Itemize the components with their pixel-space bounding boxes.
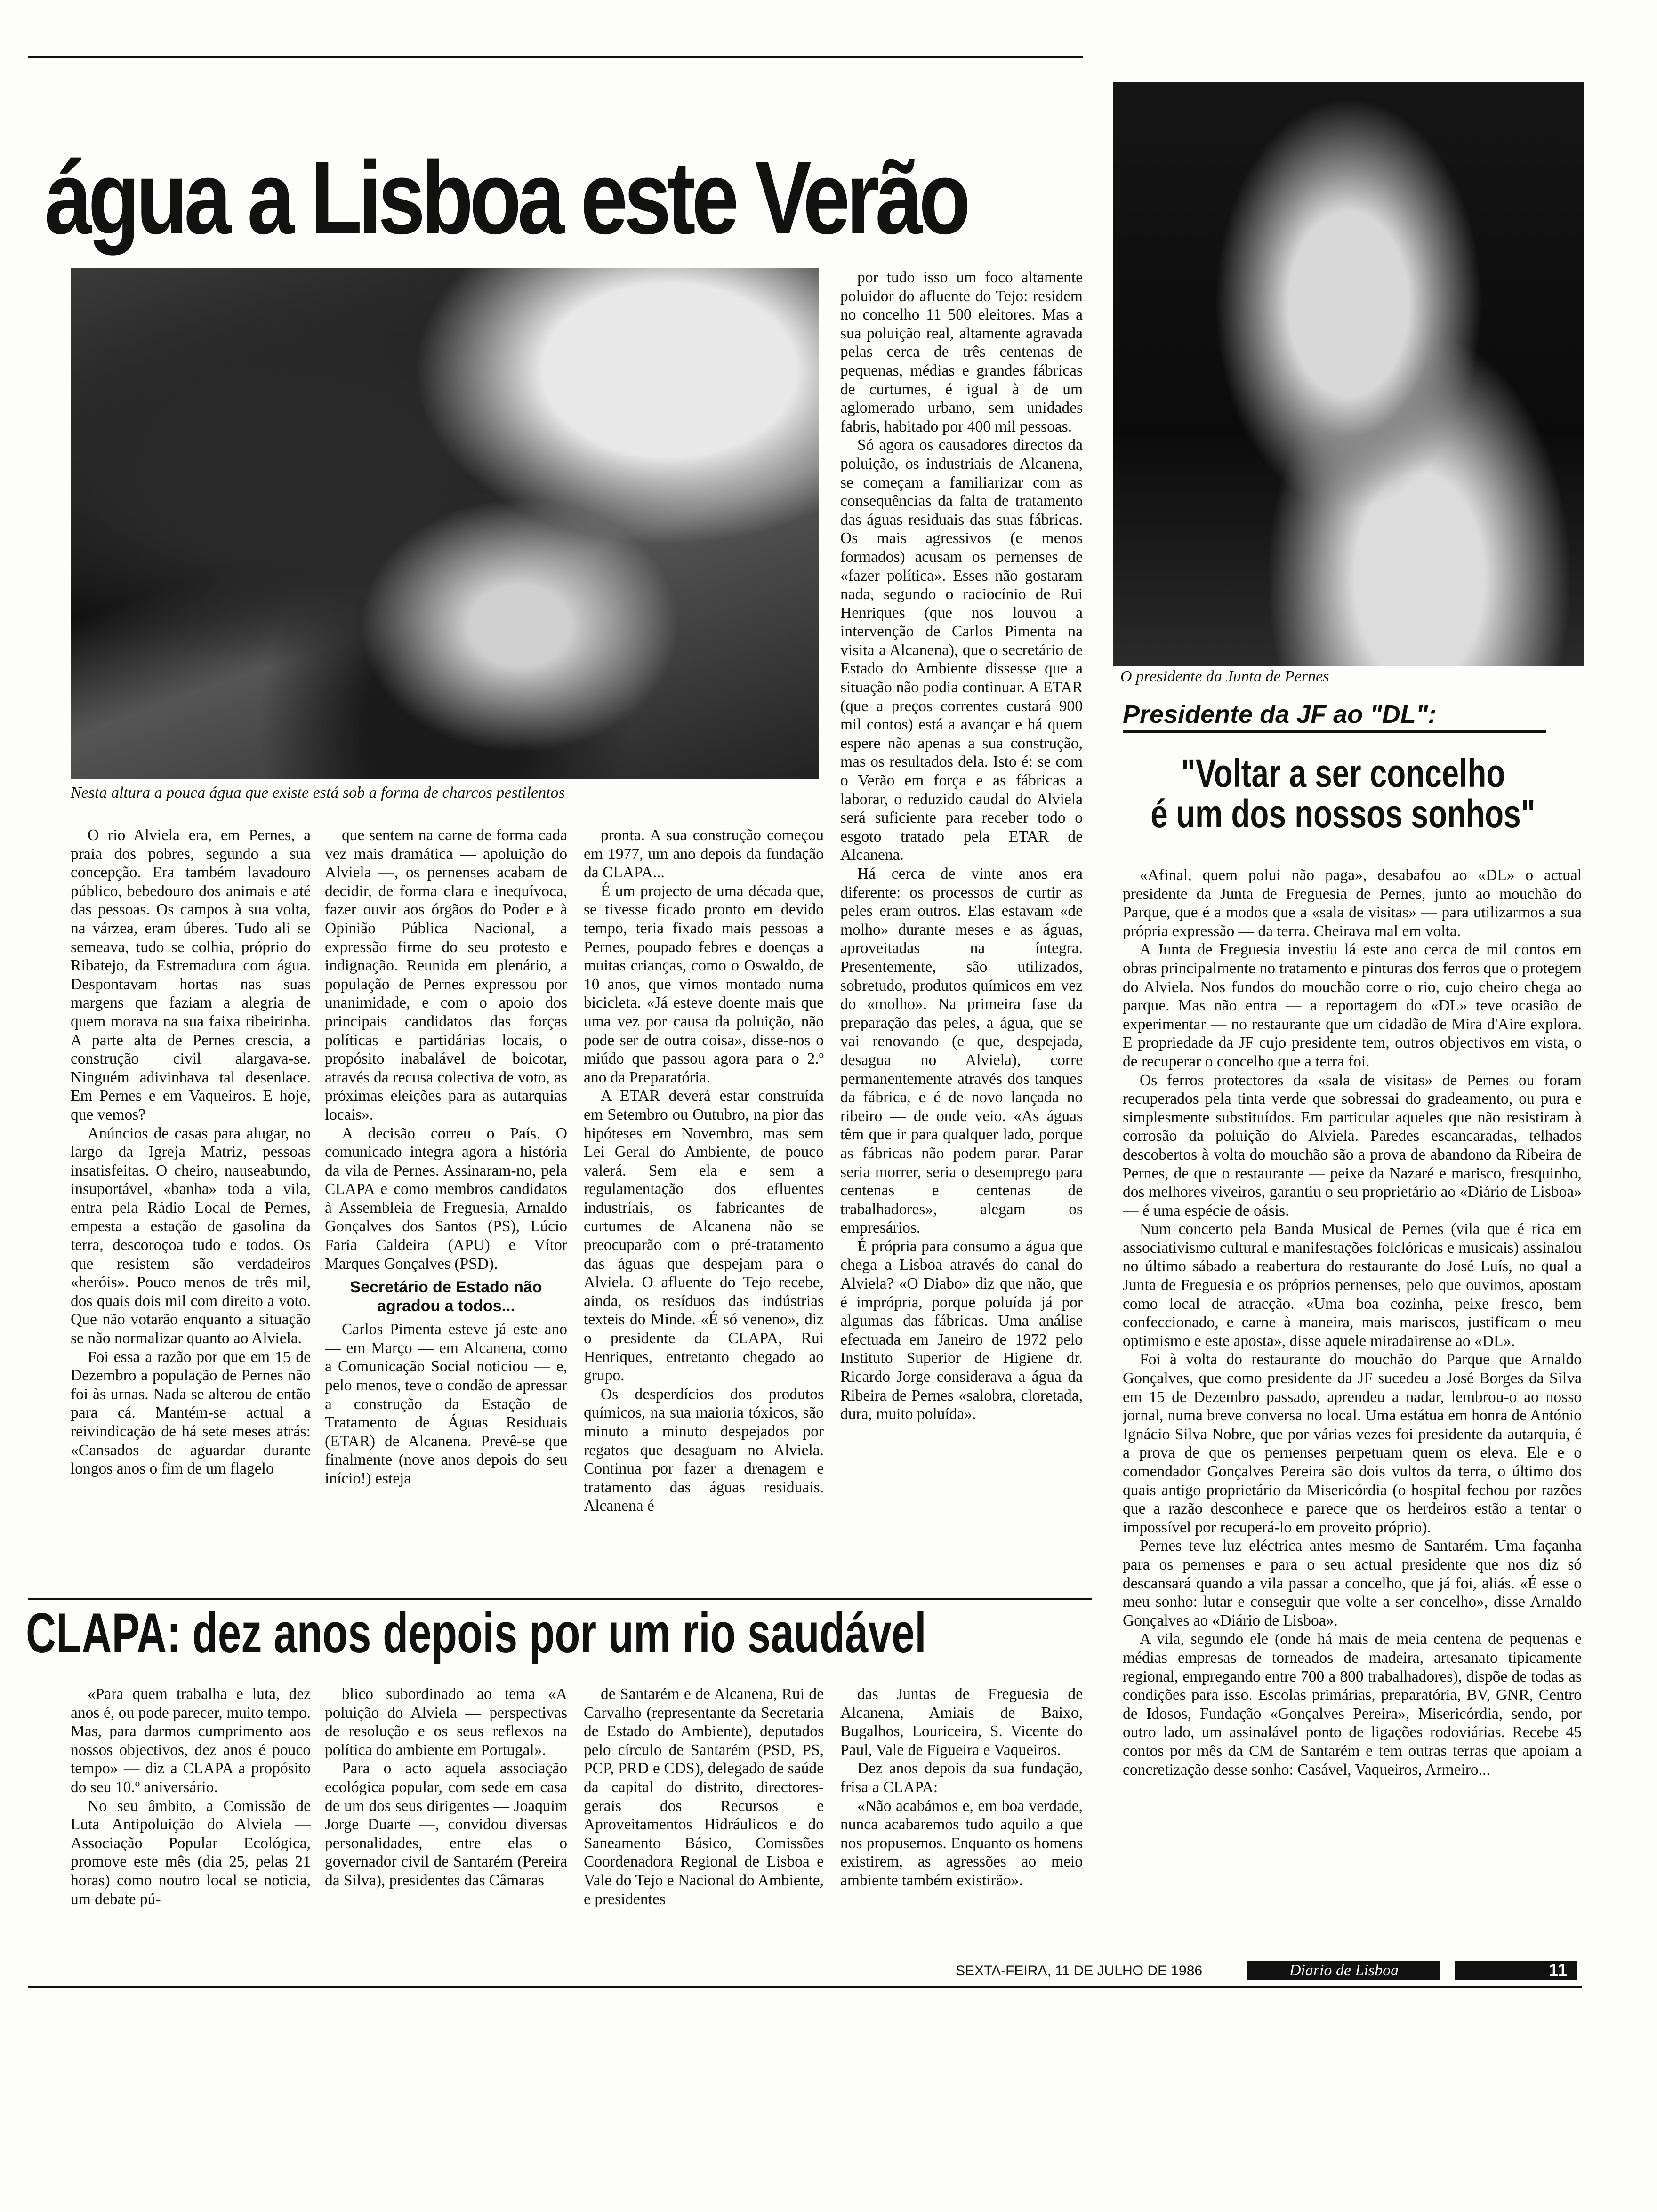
paragraph: Os desperdícios dos produtos químicos, na sua maioria tóxicos, são minuto a minuto despejados por regatos que desaguam no Alviela. Continua por fazer a drenagem e tratamento das águas residuais. Alcanena é: [584, 1385, 824, 1515]
paragraph: É própria para consumo a água que chega a Lisboa através do canal do Alviela? «O Diabo» diz que não, que é imprópria, porque poluída já por algumas das fábricas. Uma análise efectuada em Janeiro de 1972 pelo Instituto Superior de Higiene dr. Ricardo Jorge considerava a água da Ribeira de Pernes «salobra, cloretada, dura, muito poluída».: [840, 1237, 1083, 1423]
top-rule: [28, 56, 1083, 58]
paragraph: A decisão correu o País. O comunicado integra agora a história da vila de Pernes. Assinaram-no, pela CLAPA e como membros candidatos à Assembleia de Freguesia, Arnaldo Gonçalves dos Santos (PS), Lúcio Faria Caldeira (APU) e Vítor Marques Gonçalves (PSD).: [325, 1124, 567, 1273]
paragraph: Só agora os causadores directos da poluição, os industriais de Alcanena, se começam a familiarizar com as consequências da falta de tratamento das águas residuais das suas fábricas. Os mais agressivos (e menos formados) acusam os pernenses de «fazer política». Esses não gostaram nada, segundo o raciocínio de Rui Henriques (que nos louvou a intervenção de Carlos Pimenta na visita a Alcanena), que o secretário de Estado do Ambiente dissesse que a situação não podia continuar. A ETAR (que a preços correntes custará 900 mil contos) está a avançar e há quem espere não apenas a sua construção, mas os resultados dela. Isto é: se com o Verão em força e as fábricas a laborar, o reduzido caudal do Alviela será suficiente para receber todo o esgoto tratado pela ETAR de Alcanena.: [840, 436, 1083, 864]
footer-rule: [28, 1986, 1582, 1988]
paragraph: Num concerto pela Banda Musical de Pernes (vila que é rica em associativismo cultural e manifestações folclóricas e musicais) assinalou no último sábado a reabertura do restaurante do José Luís, no qual a Junta de Freguesia e os próprios pernenses, pelo que ouvimos, apostam como local de atracção. «Uma boa cozinha, peixe fresco, bem confeccionado, e carne à maneira, mais mariscos, justificam o meu optimismo e este aposta», disse aquele miradairense ao «DL».: [1123, 1220, 1582, 1350]
river-photo: [71, 268, 819, 779]
portrait-caption: O presidente da Junta de Pernes: [1120, 668, 1329, 685]
paragraph: A ETAR deverá estar construída em Setembro ou Outubro, na pior das hipóteses em Novembro, mas sem Lei Geral do Ambiente, de pouco valerá. Sem ela e sem a regulamentação dos efluentes industriais, os fabricantes de curtumes de Alcanena não se preocuparão com o pré-tratamento das águas que despejam para o Alviela. O afluente do Tejo recebe, ainda, os resíduos das indústrias texteis do Minde. «É só veneno», diz o presidente da CLAPA, Rui Henriques, entretanto chegado ao grupo.: [584, 1087, 824, 1385]
side-title-line-2: é um dos nossos sonhos": [1150, 792, 1536, 836]
paragraph: Pernes teve luz eléctrica antes mesmo de Santarém. Uma façanha para os pernenses e para o seu actual presidente que nos diz só descansará quando a vila passar a concelho, que já foi, aliás. «É esse o meu sonho: lutar e conseguir que volte a ser concelho», disse Arnaldo Gonçalves ao «Diário de Lisboa».: [1123, 1537, 1582, 1629]
column-subhead: Secretário de Estado não agradou a todos...: [350, 1278, 542, 1315]
bottom-column-2: [325, 1685, 567, 1939]
paragraph: Foi à volta do restaurante do mouchão do Parque que Arnaldo Gonçalves, que como presidente da JF sucedeu a José Borges da Silva em 15 de Dezembro passado, aprendeu a nadar, lembrou-o ao nosso jornal, numa breve conversa no local. Uma estátua em honra de António Ignácio Silva Nobre, que por várias vezes foi presidente da autarquia, é a prova de que os pernenses perpetuam quem os eleva. Ele e o comendador Gonçalves Pereira são dois vultos da terra, o último dos quais antigo proprietário da Misericórdia (o hospital fechou por razões que a razão desconhece e parece que os herdeiros estão a tentar o impossível por recuperá-lo em proveito próprio).: [1123, 1351, 1582, 1536]
article-column-2: [325, 826, 567, 1581]
side-title-line-1: "Voltar a ser concelho: [1181, 751, 1505, 795]
paragraph: «Para quem trabalha e luta, dez anos é, ou pode parecer, muito tempo. Mas, para darmos cumprimento aos nossos objectivos, dez anos é pouco tempo» — diz a CLAPA a propósito do seu 10.º aniversário.: [71, 1685, 311, 1796]
bottom-column-3: [584, 1685, 824, 1939]
paragraph: que sentem na carne de forma cada vez mais dramática — apoluição do Alviela —, os pernenses acabam de decidir, de forma clara e inequívoca, fazer ouvir aos órgãos do Poder e à Opinião Pública Nacional, a expressão firme do seu protesto e indignação. Reunida em plenário, a população de Pernes expressou por unanimidade, e com o apoio dos principais candidatos das forças políticas e partidárias locais, o propósito inabalável de boicotar, através da recusa colectiva de voto, as próximas eleições para as autarquias locais».: [325, 826, 567, 1123]
paragraph: Foi essa a razão por que em 15 de Dezembro a população de Pernes não foi às urnas. Nada se alterou de então para cá. Mantém-se actual a reivindicação de há sete meses atrás: «Cansados de aguardar durante longos anos o fim de um flagelo: [71, 1348, 311, 1478]
paragraph: «Não acabámos e, em boa verdade, nunca acabaremos tudo aquilo a que nos propusemos. Enquanto os homens existirem, as agressões ao meio ambiente também existirão».: [840, 1797, 1083, 1889]
side-article-column: [1123, 866, 1582, 1939]
paragraph: Para o acto aquela associação ecológica popular, com sede em casa de um dos seus dirigentes — Joaquim Jorge Duarte —, convidou diversas personalidades, entre elas o governador civil de Santarém (Pereira da Silva), presidentes das Câmaras: [325, 1760, 567, 1889]
paragraph: Carlos Pimenta esteve já este ano — em Março — em Alcanena, como a Comunicação Social noticiou — e, pelo menos, teve o condão de apressar a construção da Estação de Tratamento de Águas Residuais (ETAR) de Alcanena. Prevê-se que finalmente (nove anos depois do seu início!) esteja: [325, 1321, 567, 1487]
paragraph: Os ferros protectores da «sala de visitas» de Pernes ou foram recuperados pela tinta verde que sobressai do gradeamento, ou pura e simplesmente substituídos. Em particular aqueles que não resistiram à corrosão da poluição do Alviela. Paredes escancaradas, telhados descobertos à volta do mouchão são a prova de abandono da Ribeira de Pernes, de que o restaurante — peixe da Nazaré e marisco, fresquinho, dos melhores viveiros, garantiu o seu proprietário ao «Diário de Lisboa» — é uma espécie de oásis.: [1123, 1071, 1582, 1219]
paragraph: pronta. A sua construção começou em 1977, um ano depois da fundação da CLAPA...: [584, 826, 824, 882]
paragraph: Anúncios de casas para alugar, no largo da Igreja Matriz, pessoas insatisfeitas. O cheiro, nauseabundo, insuportável, «banha» toda a vila, entra pela Rádio Local de Pernes, empesta a estação de gasolina da terra, descoroçoa tudo e todos. Os que resistem são verdadeiros «heróis». Pouco menos de três mil, dos quais dois mil com direito a voto. Que não votarão enquanto a situação se não normalizar quanto ao Alviela.: [71, 1124, 311, 1347]
paragraph: A vila, segundo ele (onde há mais de meia centena de pequenas e médias empresas de torneados de madeira, artesanato tipicamente regional, empregando entre 700 a 800 trabalhadores), dispõe de todas as condições para isso. Escolas primárias, preparatória, BV, GNR, Centro de Idosos, Fundação «Gonçalves Pereira», Misericórdia, sendo, por outro lado, um assinalável ponto de ligações rodoviárias. Recebe 45 contos por mês da CM de Santarém e tem outras terras que apoiam a concretização desse sonho: Casável, Vaqueiros, Armeiro...: [1123, 1630, 1582, 1779]
paragraph: A Junta de Freguesia investiu lá este ano cerca de mil contos em obras principalmente no tratamento e pinturas dos ferros que o protegem do Alviela. Nos fundos do mouchão corre o rio, cujo cheiro chega ao parque. Mas não entra — a reportagem do «DL» teve ocasião de experimentar — no restaurante que um cidadão de Mira d'Aire explora. E propriedade da JF cujo presidente tem, outros objectivos em vista, o de recuperar o concelho que a terra foi.: [1123, 941, 1582, 1070]
article-column-1: [71, 826, 311, 1581]
paragraph: Dez anos depois da sua fundação, frisa a CLAPA:: [840, 1760, 1083, 1796]
footer-date: SEXTA-FEIRA, 11 DE JULHO DE 1986: [956, 1963, 1203, 1979]
paragraph: O rio Alviela era, em Pernes, a praia dos pobres, segundo a sua concepção. Era também lavadouro público, bebedouro dos animais e até das pessoas. Os campos à sua volta, na várzea, eram úberes. Tudo ali se semeava, tudo se colhia, próprio do Ribatejo, da Estremadura com água. Despontavam hortas nas suas margens que faziam a alegria de quem morava na sua faixa ribeirinha. A parte alta de Pernes crescia, a construção civil alargava-se. Ninguém adivinhava tal desenlace. Em Pernes e em Vaqueiros. E hoje, que vemos?: [71, 826, 311, 1123]
portrait-photo: [1113, 82, 1584, 666]
photo-caption: Nesta altura a pouca água que existe está sob a forma de charcos pestilentos: [71, 784, 565, 801]
newspaper-name: Diario de Lisboa: [1247, 1961, 1440, 1980]
article-column-4: [840, 268, 1083, 1581]
bottom-column-1: [71, 1685, 311, 1939]
headline: água a Lisboa este Verão: [45, 140, 967, 256]
paragraph: No seu âmbito, a Comissão de Luta Antipoluição do Alviela — Associação Popular Ecológica, promove este mês (dia 25, pelas 21 horas) como noutro local se noticia, um debate pú-: [71, 1797, 311, 1908]
paragraph: das Juntas de Freguesia de Alcanena, Amiais de Baixo, Bugalhos, Louriceira, S. Vicente do Paul, Vale de Figueira e Vaqueiros.: [840, 1685, 1083, 1759]
bottom-headline: CLAPA: dez anos depois por um rio saudável: [26, 1602, 926, 1665]
section-rule: [28, 1598, 1092, 1600]
side-title: [1123, 753, 1563, 834]
paragraph: de Santarém e de Alcanena, Rui de Carvalho (representante da Secretaria de Estado do Ambiente), deputados pelo círculo de Santarém (PSD, PS, PCP, PRD e CDS), delegado de saúde da capital do distrito, directores-gerais dos Recursos e Aproveitamentos Hidráulicos e do Saneamento Básico, Comissões Coordenadora Regional de Lisboa e Vale do Tejo e Nacional do Ambiente, e presidentes: [584, 1685, 824, 1908]
page-number: 11: [1455, 1961, 1577, 1980]
paragraph: por tudo isso um foco altamente poluidor do afluente do Tejo: residem no concelho 11 500 eleitores. Mas a sua poluição real, altamente agravada pelas cerca de três centenas de pequenas, médias e grandes fábricas de curtumes, é igual à de um aglomerado urbano, sem unidades fabris, habitado por 400 mil pessoas.: [840, 269, 1083, 435]
article-column-3: [584, 826, 824, 1581]
bottom-column-4: [840, 1685, 1083, 1939]
paragraph: É um projecto de uma década que, se tivesse ficado pronto em devido tempo, teria fixado mais pessoas a Pernes, poupado febres e doenças a muitas crianças, como o Oswaldo, de 10 anos, que vimos montado numa bicicleta. «Já esteve doente mais que uma vez por causa da poluição, não pode ser de outra coisa», disse-nos o miúdo que passou agora para o 2.º ano da Preparatória.: [584, 882, 824, 1086]
paragraph: Há cerca de vinte anos era diferente: os processos de curtir as peles eram outros. Elas estavam «de molho» durante meses e as águas, aproveitadas na íntegra. Presentemente, são utilizados, sobretudo, produtos químicos em vez do «molho». Na primeira fase da preparação das peles, a água, que se vai renovando (e que, despejada, desagua no Alviela), corre permanentemente através dos tanques da fábrica, e é de novo lançada no ribeiro — de onde veio. «As águas têm que ir para qualquer lado, porque as fábricas não podem parar. Parar seria morrer, seria o desemprego para centenas e centenas de trabalhadores», alegam os empresários.: [840, 865, 1083, 1237]
paragraph: blico subordinado ao tema «A poluição do Alviela — perspectivas de resolução e os seus reflexos na política do ambiente em Portugal».: [325, 1685, 567, 1759]
side-kicker: Presidente da JF ao "DL":: [1123, 700, 1546, 733]
paragraph: «Afinal, quem polui não paga», desabafou ao «DL» o actual presidente da Junta de Freguesia de Pernes, junto ao mouchão do Parque, que é a modos que a «sala de visitas» — para utilizarmos a sua própria expressão — da terra. Cheirava mal em volta.: [1123, 866, 1582, 940]
